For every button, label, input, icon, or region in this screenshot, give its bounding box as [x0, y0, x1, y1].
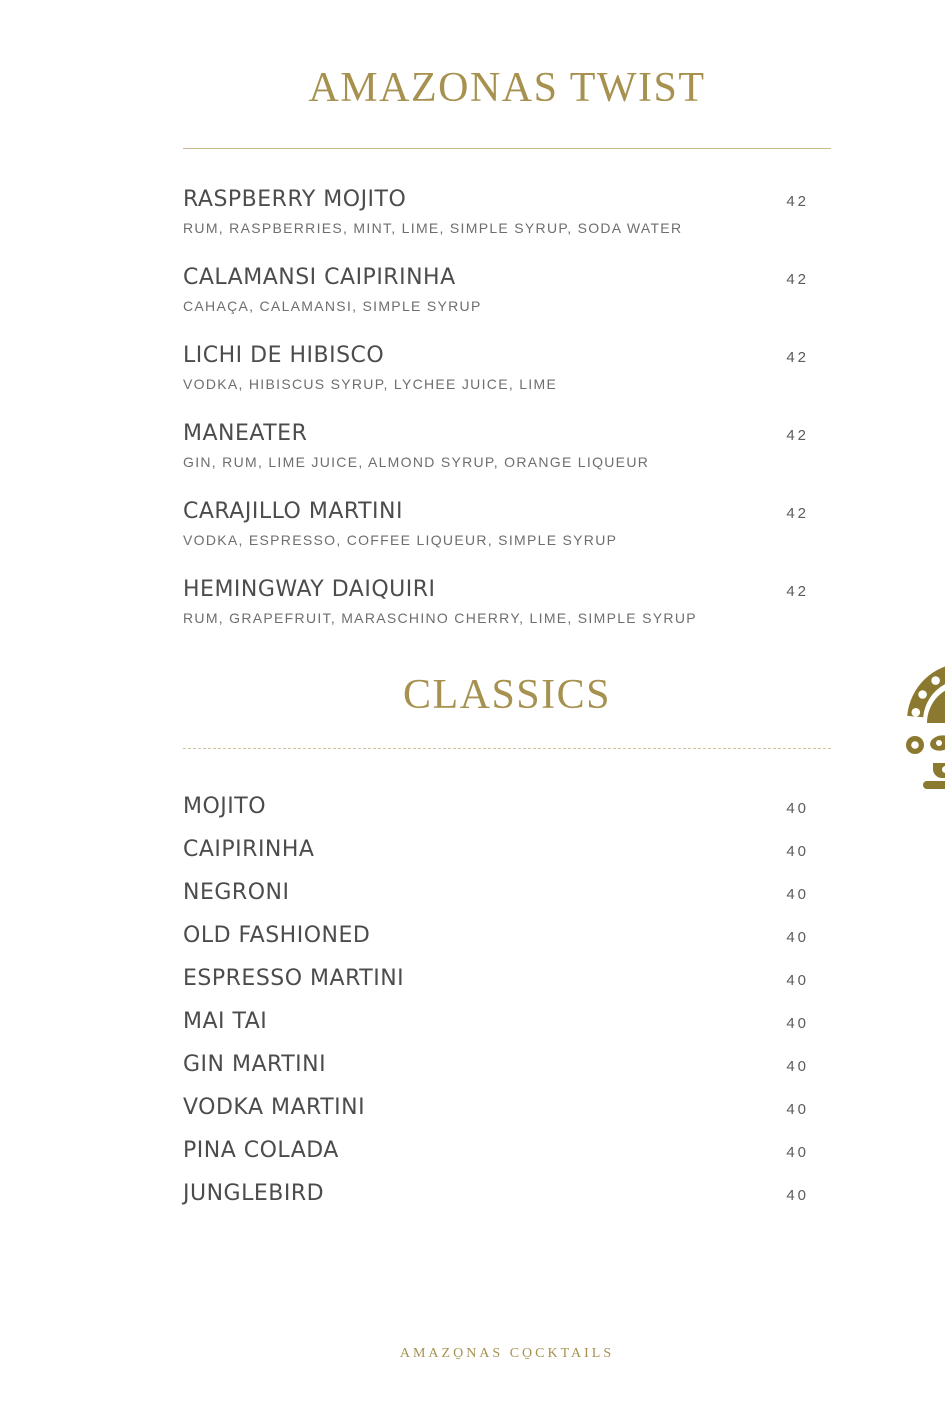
- item-price: 42: [786, 349, 809, 367]
- item-price: 42: [786, 271, 809, 289]
- menu-item: [183, 964, 831, 994]
- item-name: CAIPIRINHA: [183, 837, 315, 863]
- menu-item: [183, 342, 831, 393]
- item-price: 42: [786, 193, 809, 211]
- menu-item: [183, 264, 831, 315]
- item-price: 40: [786, 1058, 809, 1076]
- item-price: 40: [786, 800, 809, 818]
- item-name: RASPBERRY MOJITO: [183, 187, 407, 213]
- menu-item: [183, 878, 831, 908]
- item-price: 42: [786, 505, 809, 523]
- twist-item-list: [183, 186, 831, 627]
- menu-item: [183, 1136, 831, 1166]
- item-description: RUM, GRAPEFRUIT, MARASCHINO CHERRY, LIME, SIMPLE SYRUP: [183, 610, 697, 627]
- item-name: LICHI DE HIBISCO: [183, 343, 385, 369]
- menu-item: [183, 1007, 831, 1037]
- menu-item: [183, 186, 831, 237]
- menu-item: [183, 792, 831, 822]
- footer-brand-text: AMAZO̱NAS CO̱CKTAILS: [399, 1346, 615, 1361]
- item-description: CAHAÇA, CALAMANSI, SIMPLE SYRUP: [183, 298, 482, 315]
- menu-item: [183, 835, 831, 865]
- item-description: VODKA, HIBISCUS SYRUP, LYCHEE JUICE, LIME: [183, 376, 558, 393]
- item-name: NEGRONI: [183, 880, 290, 906]
- menu-item: [183, 420, 831, 471]
- item-description: RUM, RASPBERRIES, MINT, LIME, SIMPLE SYRUP, SODA WATER: [183, 220, 683, 237]
- item-name: MANEATER: [183, 421, 308, 447]
- section-title-amazonas-twist: AMAZONAS TWIST: [308, 65, 706, 111]
- menu-item: [183, 1050, 831, 1080]
- item-price: 42: [786, 427, 809, 445]
- item-name: MAI TAI: [183, 1009, 268, 1035]
- section-divider: [183, 148, 831, 149]
- section-title-classics: CLASSICS: [402, 672, 612, 719]
- item-price: 40: [786, 1187, 809, 1205]
- item-price: 40: [786, 1015, 809, 1033]
- item-name: CARAJILLO MARTINI: [183, 499, 403, 525]
- menu-item: [183, 1093, 831, 1123]
- item-name: GIN MARTINI: [183, 1052, 327, 1078]
- menu-item: [183, 576, 831, 627]
- item-price: 42: [786, 583, 809, 601]
- item-price: 40: [786, 1144, 809, 1162]
- item-name: HEMINGWAY DAIQUIRI: [183, 577, 436, 603]
- item-price: 40: [786, 972, 809, 990]
- item-name: CALAMANSI CAIPIRINHA: [183, 265, 456, 291]
- classics-item-list: [183, 792, 831, 1209]
- item-name: MOJITO: [183, 794, 267, 820]
- item-name: PINA COLADA: [183, 1138, 339, 1164]
- menu-item: [183, 498, 831, 549]
- item-description: VODKA, ESPRESSO, COFFEE LIQUEUR, SIMPLE SYRUP: [183, 532, 618, 549]
- item-name: ESPRESSO MARTINI: [183, 966, 405, 992]
- item-description: GIN, RUM, LIME JUICE, ALMOND SYRUP, ORANGE LIQUEUR: [183, 454, 650, 471]
- item-name: JUNGLEBIRD: [183, 1181, 325, 1207]
- item-price: 40: [786, 843, 809, 861]
- item-name: VODKA MARTINI: [183, 1095, 366, 1121]
- section-divider-dashed: [183, 748, 831, 749]
- item-price: 40: [786, 929, 809, 947]
- item-name: OLD FASHIONED: [183, 923, 371, 949]
- menu-item: [183, 921, 831, 951]
- item-price: 40: [786, 886, 809, 904]
- item-price: 40: [786, 1101, 809, 1119]
- menu-item: [183, 1179, 831, 1209]
- tribal-mask-emblem-icon: [899, 659, 945, 791]
- menu-content: [183, 0, 831, 1209]
